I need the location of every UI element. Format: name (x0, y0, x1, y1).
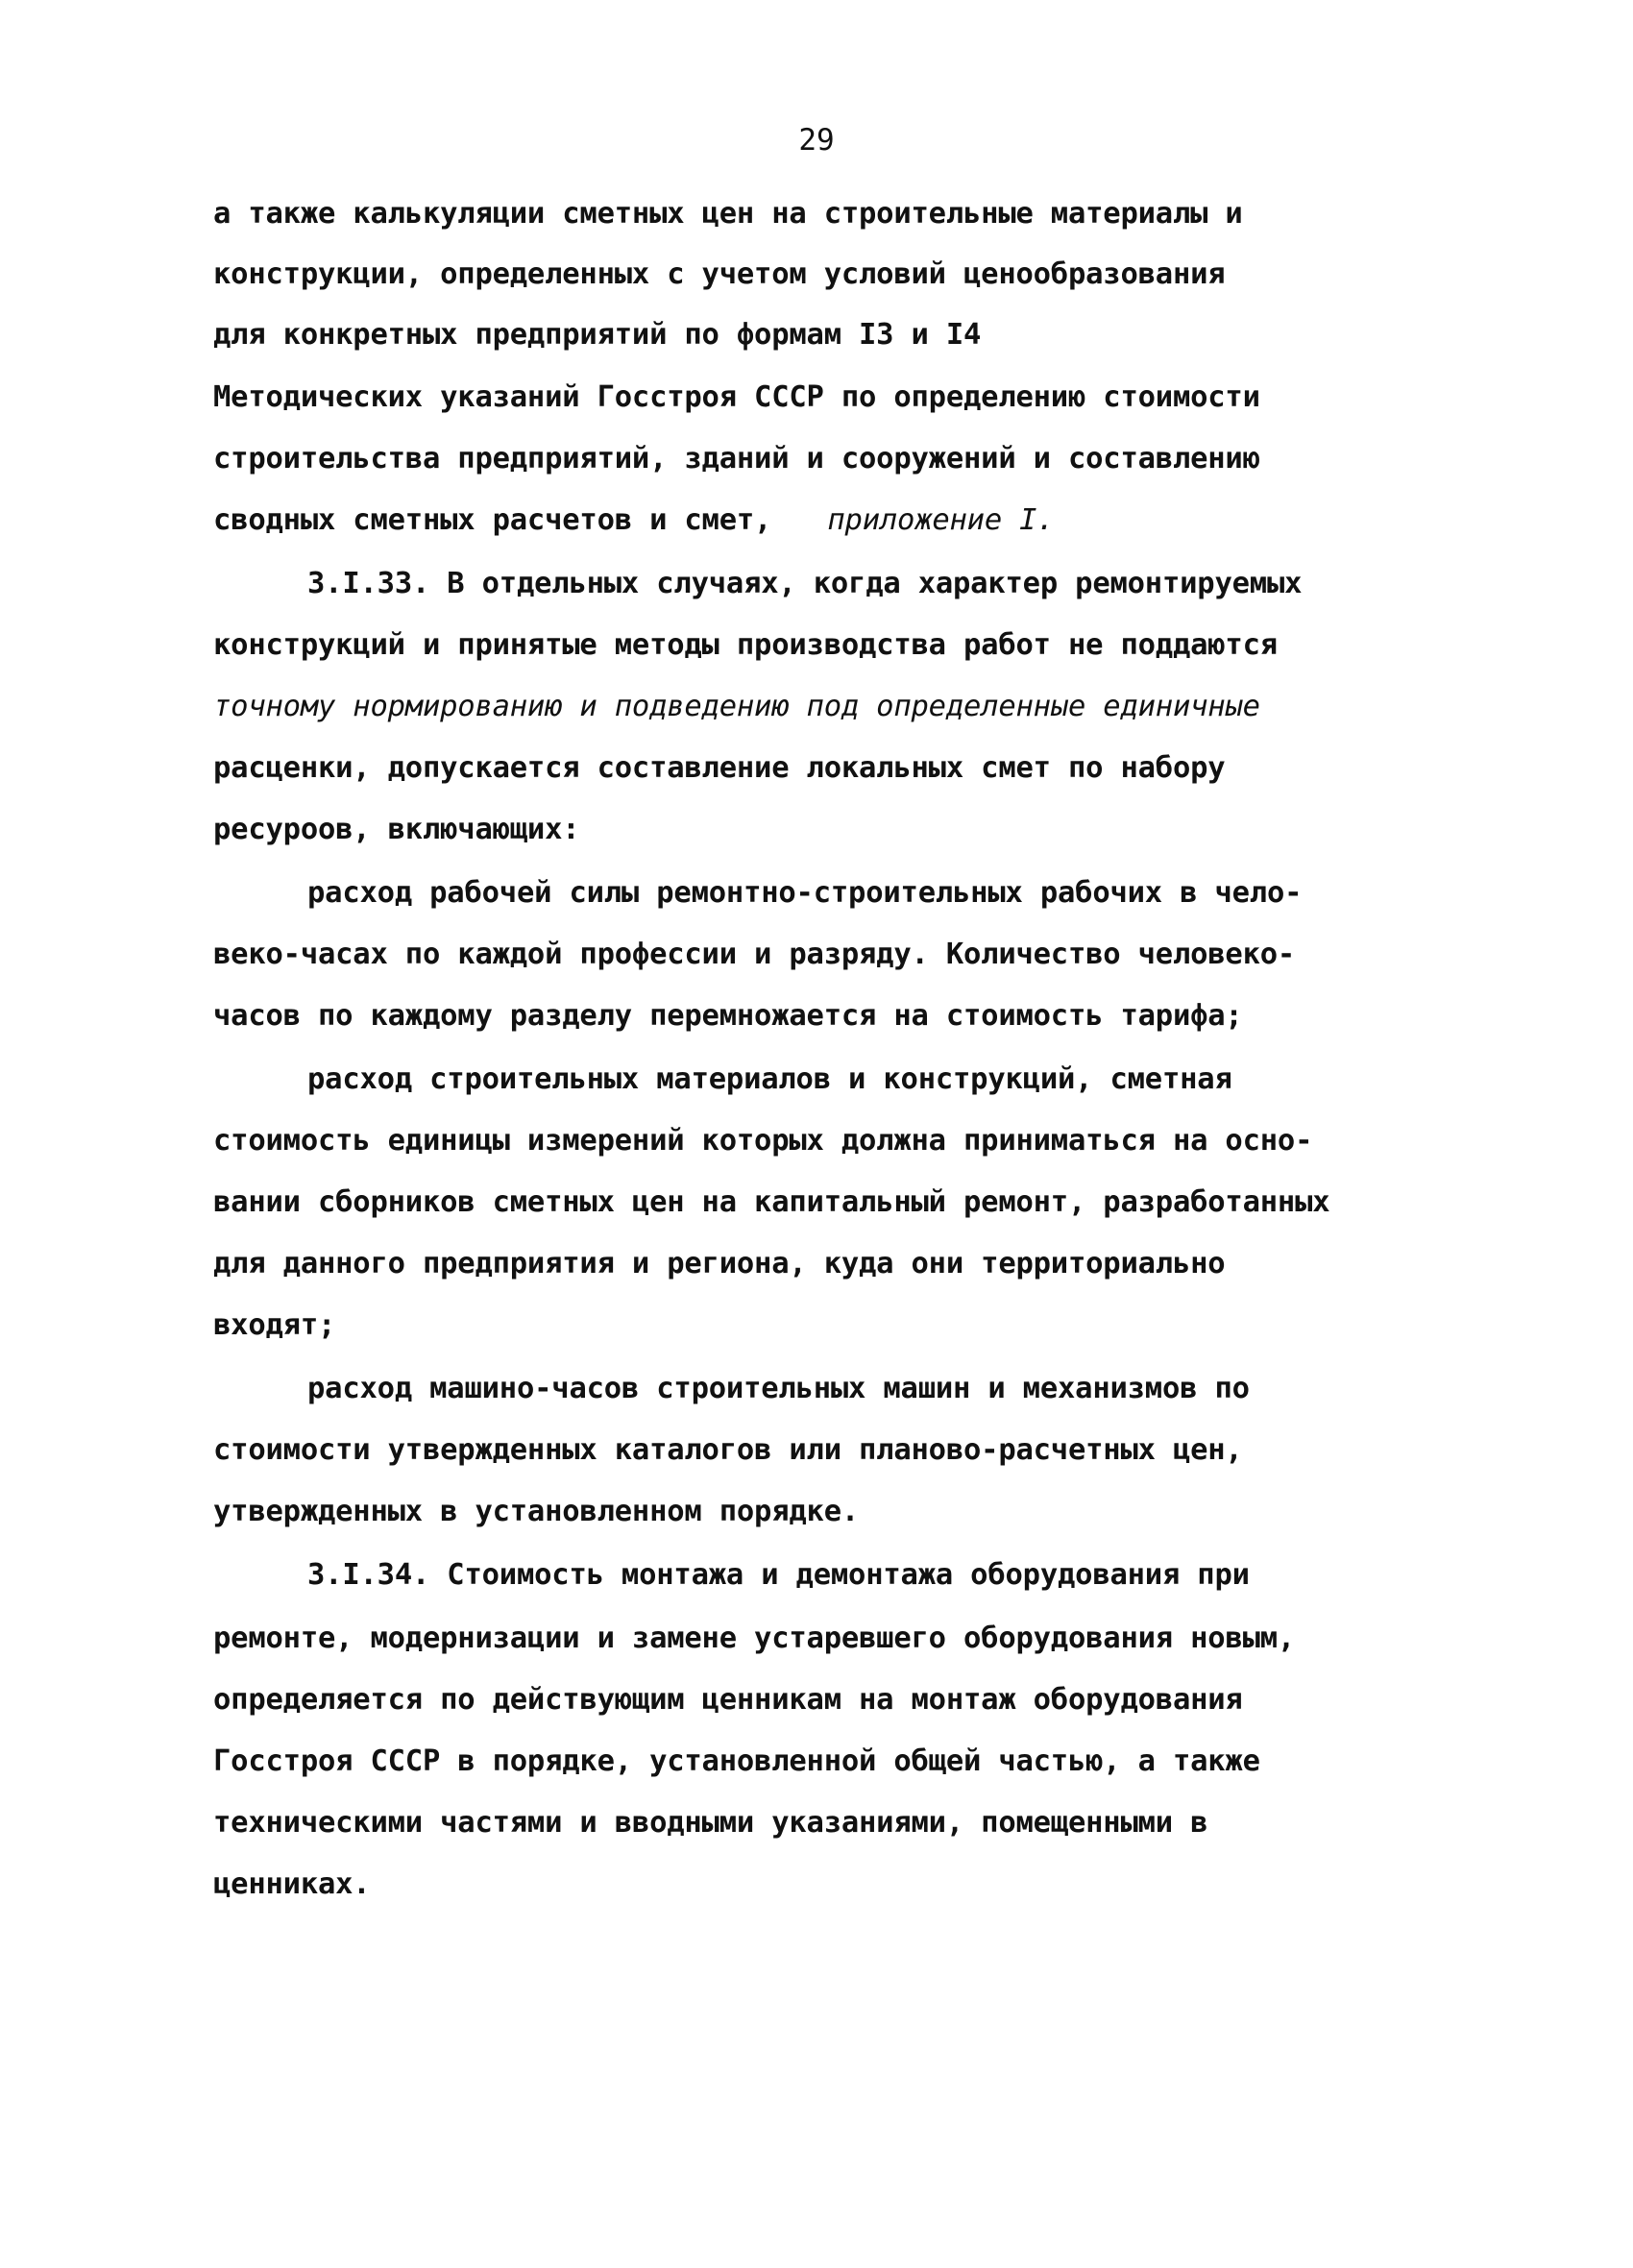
text-line: расход машино-часов строительных машин и механизмов по (307, 1372, 1250, 1405)
text-line: техническими частями и вводными указаниями, помещенными в (213, 1806, 1208, 1840)
section-heading-line: 3.I.33. В отдельных случаях, когда характер ремонтируемых (307, 567, 1303, 600)
text-line: расценки, допускается составление локальных смет по набору (213, 751, 1226, 785)
page-number: 29 (798, 123, 835, 158)
text-line: конструкций и принятые методы производства работ не поддаются (213, 628, 1278, 662)
text-line: ремонте, модернизации и замене устаревшего оборудования новым, (213, 1622, 1296, 1655)
text-line: стоимость единицы измерений которых должна приниматься на осно- (213, 1124, 1313, 1158)
text-line: входят; (213, 1308, 336, 1342)
section-heading-line: 3.I.34. Стоимость монтажа и демонтажа оборудования при (307, 1558, 1250, 1592)
text-fragment: сводных сметных расчетов и смет, (213, 503, 772, 537)
text-line: конструкции, определенных с учетом условий ценообразования (213, 257, 1226, 291)
text-line: определяется по действующим ценникам на монтаж оборудования (213, 1683, 1243, 1717)
text-line: строительства предприятий, зданий и сооружений и составлению (213, 442, 1260, 476)
text-line: Методических указаний Госстроя СССР по определению стоимости (213, 380, 1260, 414)
text-line: утвержденных в установленном порядке. (213, 1495, 860, 1528)
text-line: веко-часах по каждой профессии и разряду. Количество человеко- (213, 938, 1296, 971)
text-line: расход рабочей силы ремонтно-строительных рабочих в чело- (307, 876, 1303, 910)
text-line: расход строительных материалов и конструкций, сметная (307, 1062, 1232, 1096)
text-line: стоимости утвержденных каталогов или планово-расчетных цен, (213, 1433, 1243, 1467)
text-line: Госстроя СССР в порядке, установленной общей частью, а также (213, 1744, 1260, 1778)
text-line: ценниках. (213, 1867, 371, 1901)
text-line: точному нормированию и подведению под определенные единичные (213, 690, 1260, 723)
appendix-reference: приложение I. (827, 503, 1055, 537)
text-line: ресуроов, включающих: (213, 813, 580, 846)
text-line (213, 503, 1055, 537)
text-line: часов по каждому разделу перемножается на стоимость тарифа; (213, 999, 1243, 1033)
text-line: вании сборников сметных цен на капитальный ремонт, разработанных (213, 1185, 1330, 1219)
text-line: для данного предприятия и региона, куда они территориально (213, 1247, 1226, 1280)
text-line: для конкретных предприятий по формам I3 и I4 (213, 318, 982, 352)
text-line: а также калькуляции сметных цен на строительные материалы и (213, 197, 1243, 231)
